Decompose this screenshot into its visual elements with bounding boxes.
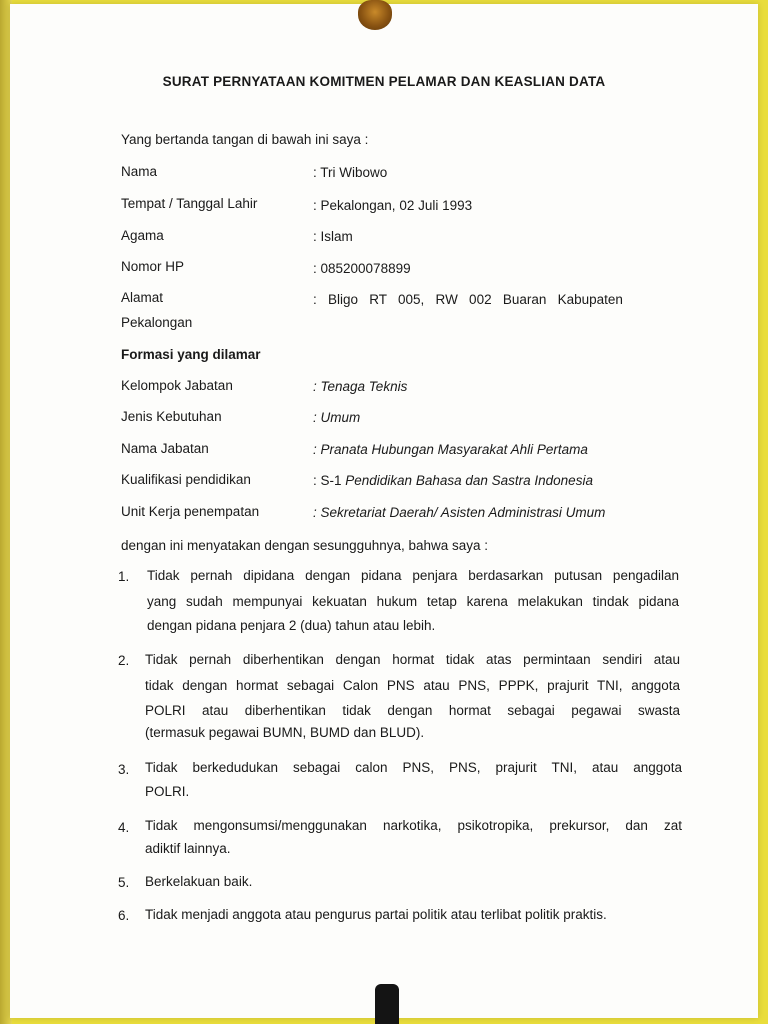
field-label-nama-jabatan: Nama Jabatan [121, 441, 209, 456]
field-value-alamat: : Bligo RT 005, RW 002 Buaran Kabupaten [313, 292, 623, 307]
statement-line: POLRI atau diberhentikan tidak dengan hormat sebagai pegawai swasta [145, 703, 680, 718]
statement-number: 6. [118, 908, 130, 923]
formation-heading: Formasi yang dilamar [121, 347, 261, 362]
statement-line: Tidak pernah dipidana dengan pidana penjara berdasarkan putusan pengadilan [147, 568, 679, 583]
field-label-tempat-tanggal-lahir: Tempat / Tanggal Lahir [121, 196, 258, 211]
field-label-nomor-hp: Nomor HP [121, 259, 185, 274]
field-label-unit-kerja: Unit Kerja penempatan [121, 504, 260, 519]
statement-line: Tidak menjadi anggota atau pengurus partai politik atau terlibat politik praktis. [145, 907, 607, 922]
field-label-kualifikasi-pendidikan: Kualifikasi pendidikan [121, 472, 251, 487]
statement-line: yang sudah mempunyai kekuatan hukum tetap karena melakukan tindak pidana [147, 594, 679, 609]
field-label-agama: Agama [121, 228, 164, 243]
statement-number: 5. [118, 875, 130, 890]
statement-line: Tidak pernah diberhentikan dengan hormat tidak atas permintaan sendiri atau [145, 652, 680, 667]
field-label-kelompok-jabatan: Kelompok Jabatan [121, 378, 233, 393]
field-value-nama: : Tri Wibowo [313, 165, 388, 180]
binder-clip-bottom [375, 984, 399, 1024]
field-value-kelompok-jabatan: : Tenaga Teknis [313, 379, 408, 394]
statement-number: 4. [118, 820, 130, 835]
document-title: SURAT PERNYATAAN KOMITMEN PELAMAR DAN KEASLIAN DATA [162, 74, 606, 89]
binder-clip-top [358, 0, 392, 30]
field-label-jenis-kebutuhan: Jenis Kebutuhan [121, 409, 222, 424]
field-label-nama: Nama [121, 164, 158, 179]
statement-line: (termasuk pegawai BUMN, BUMD dan BLUD). [145, 725, 425, 740]
field-value-tempat-tanggal-lahir: : Pekalongan, 02 Juli 1993 [313, 198, 473, 213]
kualifikasi-prefix: : S-1 [313, 473, 346, 488]
field-value-nama-jabatan: : Pranata Hubungan Masyarakat Ahli Pertama [313, 442, 588, 457]
statement-line: adiktif lainnya. [145, 841, 231, 856]
field-value-jenis-kebutuhan: : Umum [313, 410, 361, 425]
field-value-alamat-continuation: Pekalongan [121, 315, 193, 330]
statement-number: 3. [118, 762, 130, 777]
statement-line: Berkelakuan baik. [145, 874, 253, 889]
statement-line: Tidak berkedudukan sebagai calon PNS, PNS, prajurit TNI, atau anggota [145, 760, 682, 775]
statement-line: POLRI. [145, 784, 190, 799]
statement-number: 1. [118, 569, 130, 584]
intro-text: Yang bertanda tangan di bawah ini saya : [121, 132, 369, 147]
kualifikasi-program: Pendidikan Bahasa dan Sastra Indonesia [345, 473, 593, 488]
declaration-text: dengan ini menyatakan dengan sesungguhnya, bahwa saya : [121, 538, 489, 553]
statement-line: tidak dengan hormat sebagai Calon PNS atau PNS, PPPK, prajurit TNI, anggota [145, 678, 680, 693]
field-value-unit-kerja: : Sekretariat Daerah/ Asisten Administrasi Umum [313, 505, 606, 520]
field-label-alamat: Alamat [121, 290, 164, 305]
statement-line: dengan pidana penjara 2 (dua) tahun atau lebih. [147, 618, 436, 633]
field-value-nomor-hp: : 085200078899 [313, 261, 411, 276]
field-value-agama: : Islam [313, 229, 353, 244]
statement-number: 2. [118, 653, 130, 668]
statement-line: Tidak mengonsumsi/menggunakan narkotika, psikotropika, prekursor, dan zat [145, 818, 682, 833]
field-value-kualifikasi-pendidikan [313, 472, 593, 490]
